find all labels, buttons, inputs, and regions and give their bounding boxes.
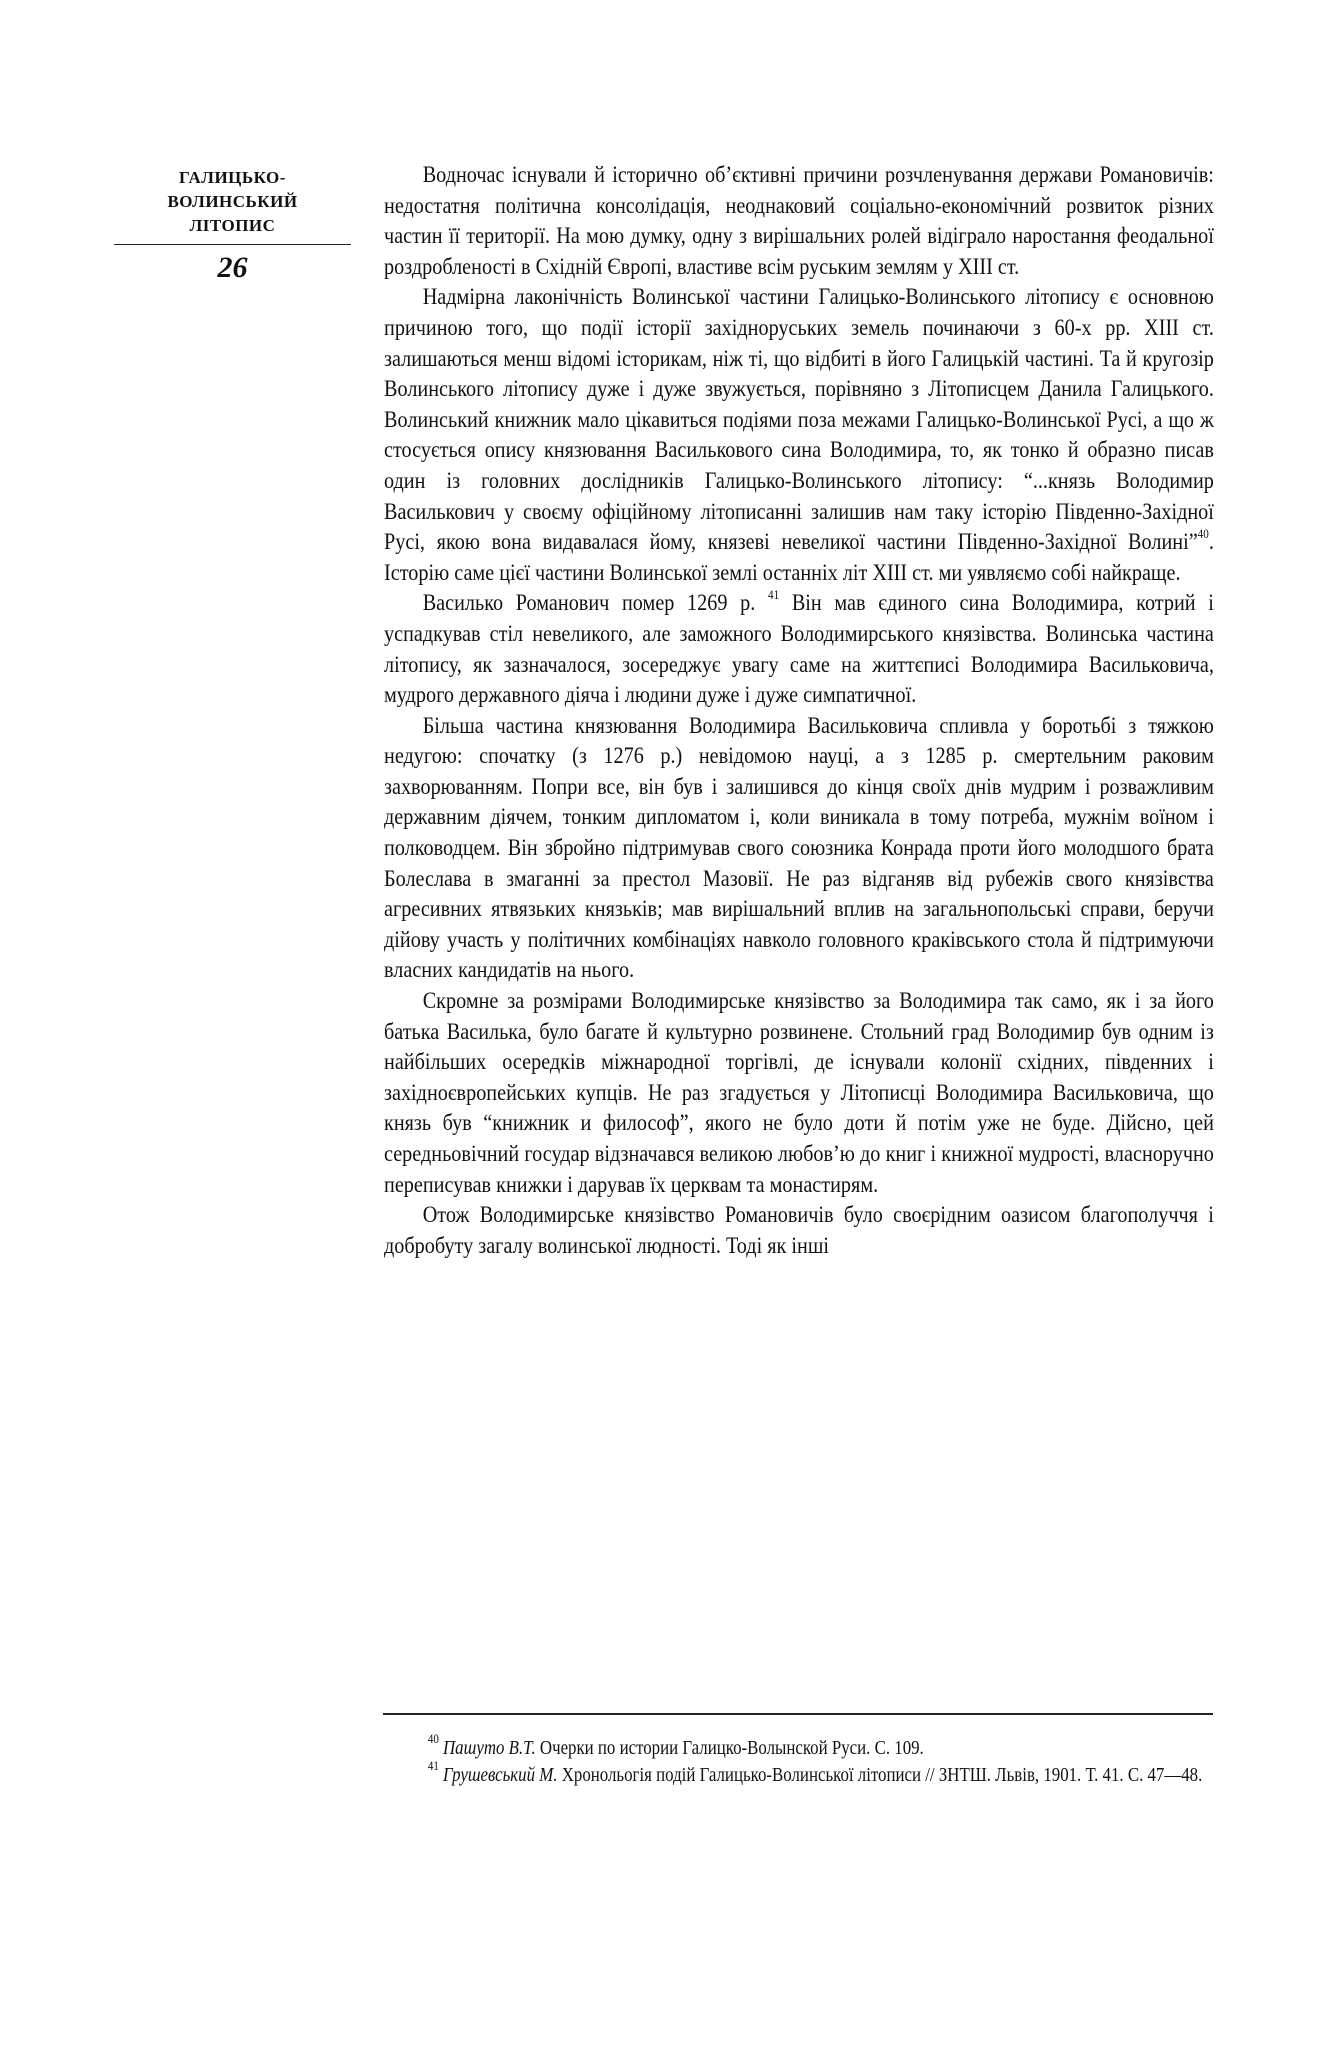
footnotes-inner bbox=[384, 1731, 1214, 1789]
header-divider bbox=[114, 244, 351, 245]
footnote-reference[interactable]: 41 bbox=[767, 587, 780, 603]
footnote-number: 41 bbox=[427, 1758, 439, 1773]
book-title-line: ЛІТОПИС bbox=[189, 216, 276, 235]
paragraph bbox=[384, 711, 1214, 986]
paragraph bbox=[384, 160, 1214, 282]
paragraph-text: Водночас існували й історично об’єктивні причини розчленування держави Романовичів: недостатня політична консолідація, неоднаковий соціально-економічний розвиток різних частин її території. На мою думку, одну з вирішальних ролей відіграло наростання феодальної роздробленості в Східній Європі, властиве всім руським землям у XIII ст. bbox=[384, 162, 1214, 280]
footnote-text: Очерки по истории Галицко-Волынской Руси. С. 109. bbox=[535, 1737, 924, 1759]
footnotes bbox=[384, 1731, 1214, 1789]
footnote-reference[interactable]: 40 bbox=[1197, 526, 1209, 542]
book-title-line: ВОЛИНСЬКИЙ bbox=[167, 192, 298, 211]
footnote bbox=[384, 1731, 1214, 1762]
footnote-author: Грушевський М. bbox=[443, 1764, 558, 1786]
body-text-inner bbox=[384, 160, 1214, 1261]
paragraph-text: Більша частина князювання Володимира Васильковича спливла у боротьбі з тяжкою недугою: спочатку (з 1276 р.) невідомою науці, а з 1285 р. смертельним раковим захворюванням. Попри все, він був і залишився до кінця своїх днів мудрим і розважливим державним діячем, тонким дипломатом і, коли виникала в тому потреба, мужнім воїном і полководцем. Він збройно підтримував свого союзника Конрада проти його молодшого брата Болеслава в змаганні за престол Мазовії. Не раз відганяв від рубежів свого князівства агресивних ятвязьких князьків; мав вирішальний вплив на загальнопольські справи, беручи дійову участь у політичних комбінаціях навколо головного краківського стола й підтримуючи власних кандидатів на нього. bbox=[384, 712, 1214, 984]
paragraph bbox=[384, 1200, 1214, 1261]
footnote-text: Хронольогія подій Галицько-Волинської літописи // ЗНТШ. Львів, 1901. Т. 41. С. 47—48. bbox=[557, 1764, 1203, 1786]
running-head bbox=[114, 166, 351, 285]
paragraph-text: Отож Володимирське князівство Романовичів було своєрідним оазисом благополуччя і добробуту загалу волинської людності. Тоді як інші bbox=[384, 1202, 1214, 1259]
body-text bbox=[384, 160, 1214, 1261]
footnote-number: 40 bbox=[427, 1731, 439, 1746]
page-number: 26 bbox=[217, 251, 248, 284]
paragraph-text: Він мав єдиного сина Володимира, котрий і успадкував стіл невеликого, але заможного Володимирського князівства. Волинська частина літопису, як зазначалося, зосереджує увагу саме на життєписі Володимира Васильковича, мудрого державного діяча і людини дуже і дуже симпатичної. bbox=[384, 590, 1214, 709]
footnote bbox=[384, 1758, 1214, 1789]
paragraph bbox=[384, 588, 1214, 710]
paragraph-text: Надмірна лаконічність Волинської частини Галицько-Волинського літопису є основною причиною того, що події історії західноруських земель починаючи з 60-х рр. XIII ст. залишаються менш відомі історикам, ніж ті, що відбиті в його Галицькій частині. Та й кругозір Волинського літопису дуже і дуже звужується, порівняно з Літописцем Данила Галицького. Волинський книжник мало цікавиться подіями поза межами Галицько-Волинської Русі, а що ж стосується опису князювання Василькового сина Володимира, то, як тонко й образно писав один із головних дослідників Галицько-Волинського літопису: “...князь Володимир Василькович у своєму офіційному літописанні залишив нам таку історію Південно-Західної Русі, якою вона видавалася йому, князеві невеликої частини Південно-Західної Волині” bbox=[384, 284, 1214, 556]
footnote-divider bbox=[383, 1713, 1213, 1715]
paragraph bbox=[384, 282, 1214, 588]
paragraph-text: Скромне за розмірами Володимирське князівство за Володимира так само, як і за його батька Василька, було багате й культурно розвинене. Стольний град Володимир був одним із найбільших осередків міжнародної торгівлі, де існували колонії східних, південних і західноєвропейських купців. Не раз згадується у Літописці Володимира Васильковича, що князь був “книжник и философ”, якого не було доти й потім уже не буде. Дійсно, цей середньовічний государ відзначався великою любов’ю до книг і книжної мудрості, власноручно переписував книжки і дарував їх церквам та монастирям. bbox=[384, 988, 1214, 1198]
footnote-author: Пашуто В.Т. bbox=[443, 1737, 536, 1759]
paragraph-text: Василько Романович помер 1269 р. bbox=[422, 590, 768, 617]
book-title-line: ГАЛИЦЬКО- bbox=[179, 168, 286, 187]
paragraph bbox=[384, 986, 1214, 1200]
paragraph-text: . Історію саме цієї частини Волинської землі останніх літ XIII ст. ми уявляємо собі найкраще. bbox=[384, 529, 1214, 586]
book-title bbox=[114, 166, 351, 238]
